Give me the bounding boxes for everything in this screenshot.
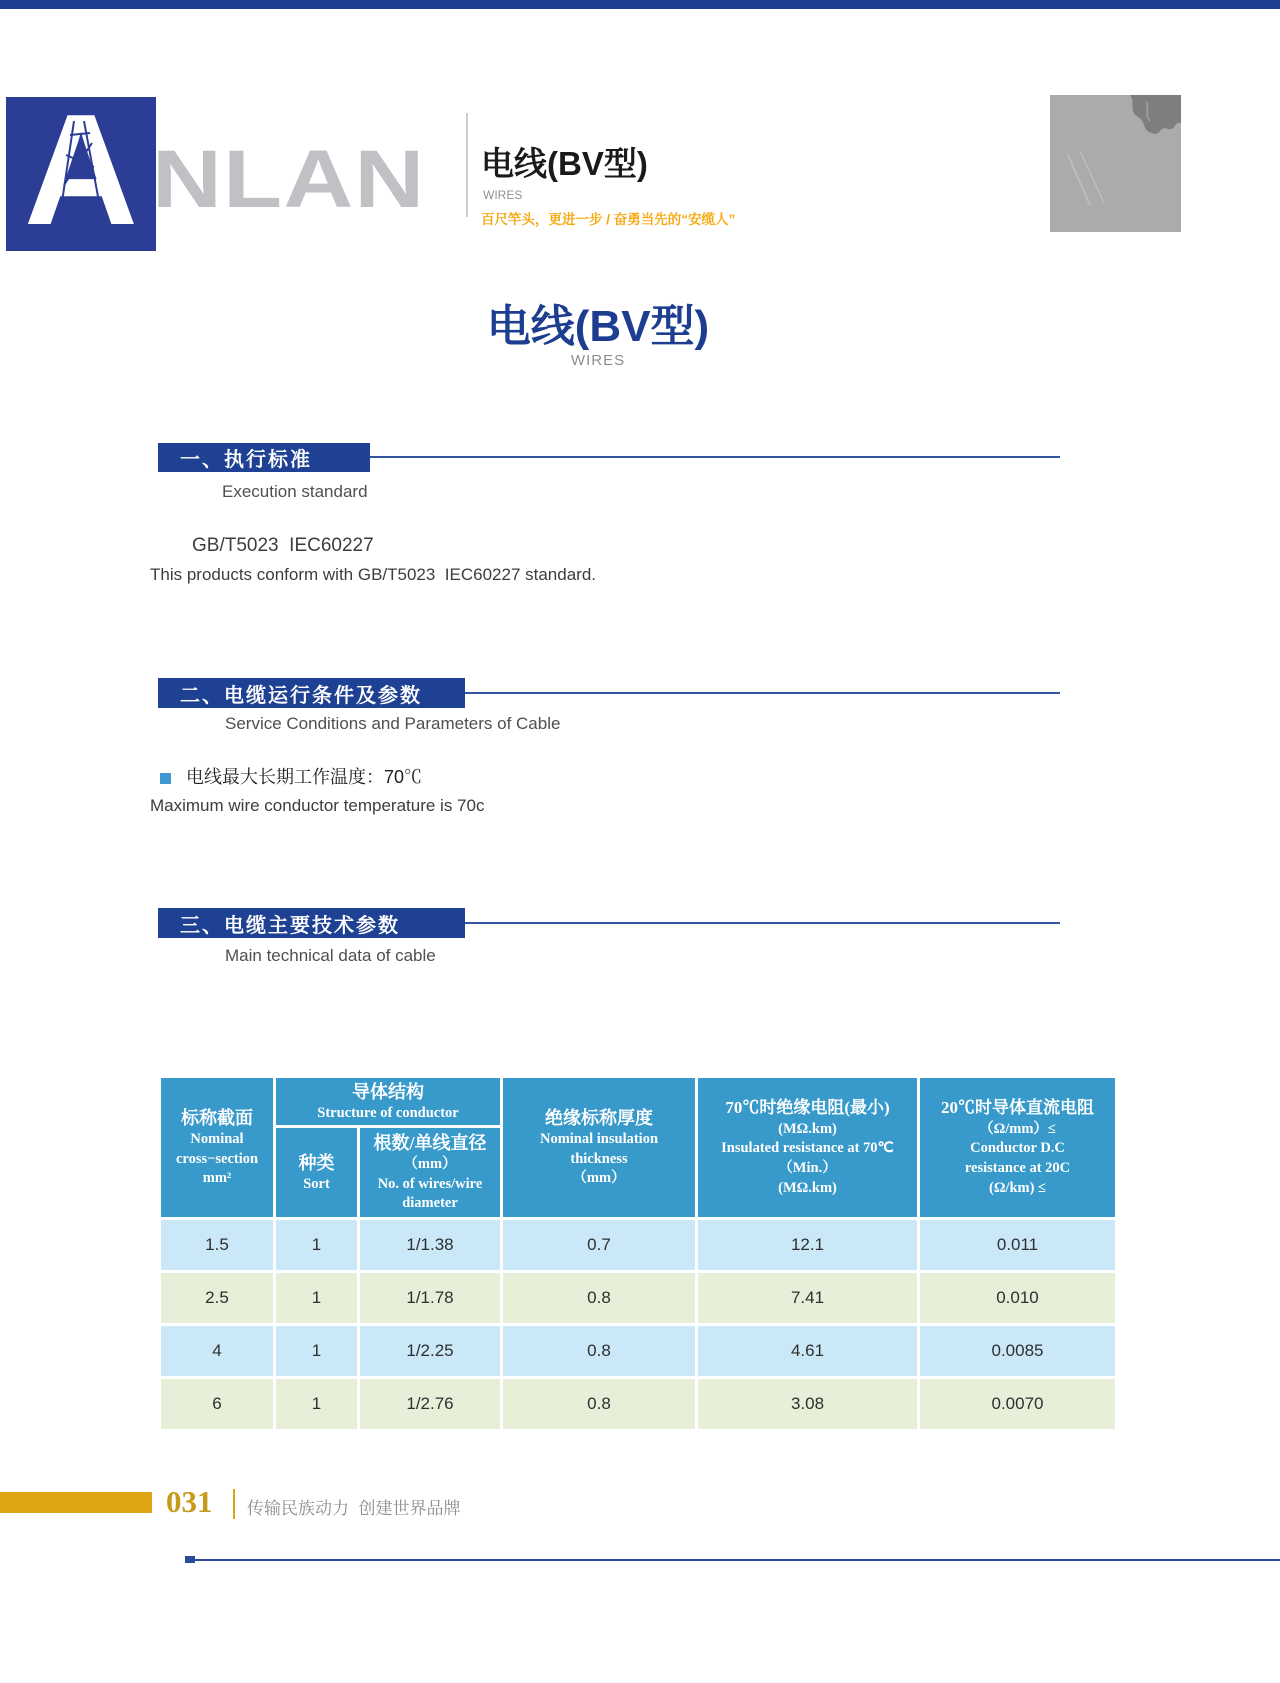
header-line: (Ω/km) ≤: [988, 1179, 1047, 1196]
col-header-insulation-resistance: [697, 1077, 919, 1219]
max-temperature-text-en: Maximum wire conductor temperature is 70c: [150, 796, 485, 815]
logo-letter-a: A: [23, 97, 139, 251]
page-number: 031: [166, 1484, 213, 1519]
header-product-title-en: WIRES: [483, 188, 523, 202]
max-temperature-text: 电线最大长期工作温度：70℃: [186, 767, 423, 787]
table-cell: 0.7: [502, 1219, 697, 1272]
table-cell: 3.08: [697, 1378, 919, 1431]
footer-rule-cap: [185, 1556, 195, 1563]
table-cell: 2.5: [160, 1272, 275, 1325]
header-line: Structure of conductor: [317, 1104, 459, 1121]
header-line: (MΩ.km): [778, 1120, 837, 1137]
header-line: 导体结构: [352, 1081, 424, 1102]
table-cell: 1: [275, 1378, 359, 1431]
header-product-title-cn: 电线(BV型): [481, 145, 648, 182]
table-row: [160, 1378, 1117, 1431]
col-header-insulation-thickness: [502, 1077, 697, 1219]
table-row: [160, 1325, 1117, 1378]
footer-gold-bar: [0, 1492, 152, 1513]
col-header-wires-diameter: [359, 1127, 502, 1219]
table-row: [160, 1272, 1117, 1325]
map-silhouette-icon: [1050, 95, 1181, 232]
header-line: 种类: [298, 1152, 335, 1173]
technical-data-table: [158, 1075, 1118, 1432]
header-line: cross−section: [175, 1150, 259, 1167]
header-line: Sort: [303, 1175, 330, 1192]
section3-heading: 三、电缆主要技术参数: [158, 908, 465, 938]
header-line: thickness: [570, 1150, 628, 1167]
header-line: 根数/单线直径: [373, 1133, 487, 1153]
logo-wordmark: NLAN: [152, 134, 426, 225]
section2-subheading: Service Conditions and Parameters of Cable: [225, 714, 561, 733]
header-slogan: 百尺竿头，更进一步 / 奋勇当先的“安缆人”: [481, 212, 736, 227]
footer-rule: [190, 1559, 1280, 1561]
table-cell: 1.5: [160, 1219, 275, 1272]
header-line: (MΩ.km): [778, 1179, 837, 1196]
table-cell: 0.010: [919, 1272, 1117, 1325]
page-title-en: WIRES: [570, 352, 626, 369]
table-cell: 4: [160, 1325, 275, 1378]
col-header-nominal: [160, 1077, 275, 1219]
section3-rule: [465, 922, 1060, 924]
table-cell: 1: [275, 1219, 359, 1272]
table-cell: 0.0070: [919, 1378, 1117, 1431]
header-line: Nominal: [190, 1131, 244, 1148]
table-row: [160, 1219, 1117, 1272]
table-cell: 1/2.76: [359, 1378, 502, 1431]
section2-rule: [465, 692, 1060, 694]
section1-rule: [370, 456, 1060, 458]
footer-slogan: 传输民族动力 创建世界品牌: [247, 1499, 461, 1518]
header-divider: [466, 113, 468, 217]
map-image: [1050, 95, 1181, 232]
header-line: Insulated resistance at 70℃: [721, 1140, 894, 1157]
table-cell: 0.0085: [919, 1325, 1117, 1378]
section1-heading: 一、执行标准: [158, 443, 370, 472]
section3-subheading: Main technical data of cable: [225, 946, 436, 965]
header-line: Nominal insulation: [539, 1131, 659, 1148]
table-cell: 0.8: [502, 1325, 697, 1378]
table-cell: 12.1: [697, 1219, 919, 1272]
table-cell: 1/1.38: [359, 1219, 502, 1272]
footer-separator: [233, 1489, 235, 1519]
table-cell: 4.61: [697, 1325, 919, 1378]
header-line: 20℃时导体直流电阻: [941, 1097, 1094, 1117]
table-cell: 0.8: [502, 1272, 697, 1325]
header-line: （Ω/mm）≤: [979, 1120, 1056, 1137]
logo-a-block: [6, 97, 156, 251]
table-cell: 1/1.78: [359, 1272, 502, 1325]
col-header-conductor-structure: [275, 1077, 502, 1127]
col-header-sort: [275, 1127, 359, 1219]
standard-codes: GB/T5023 IEC60227: [192, 535, 374, 556]
table-cell: 1: [275, 1272, 359, 1325]
bullet-square-icon: [160, 773, 171, 784]
header-line: 70℃时绝缘电阻(最小): [725, 1097, 890, 1117]
header-line: （Min.）: [778, 1159, 837, 1176]
section1-subheading: Execution standard: [222, 482, 368, 501]
standard-description: This products conform with GB/T5023 IEC60227 standard.: [150, 565, 597, 584]
table-cell: 1: [275, 1325, 359, 1378]
table-cell: 0.011: [919, 1219, 1117, 1272]
header-line: （mm）: [403, 1156, 457, 1173]
header-line: （mm）: [572, 1170, 626, 1187]
table-cell: 6: [160, 1378, 275, 1431]
header-line: resistance at 20C: [964, 1159, 1071, 1176]
header-line: mm²: [202, 1170, 232, 1187]
header-line: No. of wires/wire: [377, 1175, 483, 1192]
transmission-tower-icon: [44, 115, 118, 235]
header-line: 标称截面: [181, 1108, 253, 1128]
top-bar: [0, 0, 1280, 9]
table-cell: 1/2.25: [359, 1325, 502, 1378]
header-line: Conductor D.C: [970, 1140, 1065, 1157]
page-title: 电线(BV型): [486, 302, 710, 351]
col-header-dc-resistance: [919, 1077, 1117, 1219]
header-line: 绝缘标称厚度: [545, 1108, 653, 1128]
table-cell: 0.8: [502, 1378, 697, 1431]
table-cell: 7.41: [697, 1272, 919, 1325]
header-line: diameter: [402, 1195, 458, 1212]
section2-heading: 二、电缆运行条件及参数: [158, 678, 465, 708]
